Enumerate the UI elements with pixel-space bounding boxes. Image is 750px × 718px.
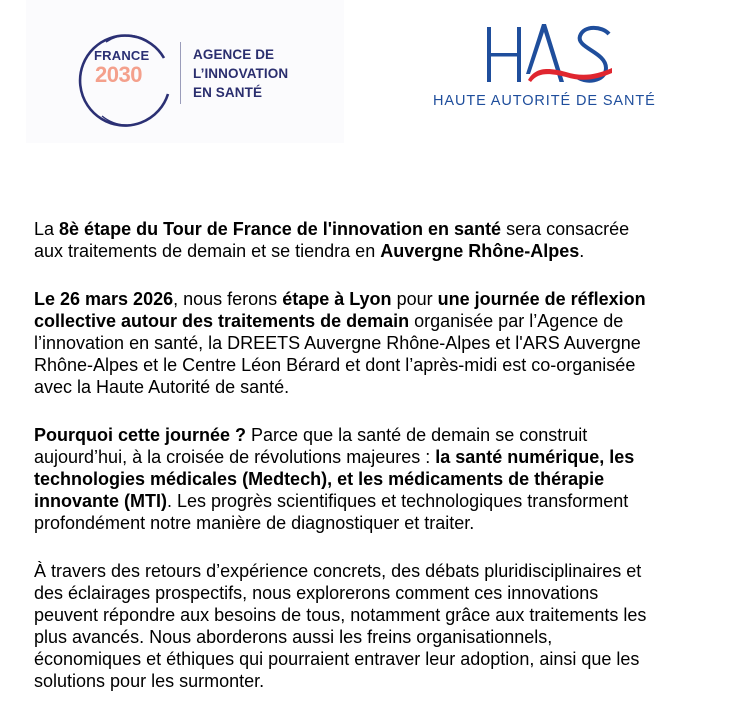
article-body: [34, 218, 744, 718]
text: aux traitements de demain et se tiendra en: [34, 241, 381, 261]
text-line: [34, 582, 744, 604]
text: solutions pour les surmonter.: [34, 671, 265, 691]
text-line: [34, 424, 744, 446]
text: pour: [391, 289, 438, 309]
text: . Les progrès scientifiques et technologiques transforment: [167, 491, 629, 511]
text-line: [34, 648, 744, 670]
text: peuvent répondre aux besoins de tous, notamment grâce aux traitements les: [34, 605, 647, 625]
text: avec la Haute Autorité de santé.: [34, 377, 290, 397]
text-line: [34, 310, 744, 332]
agence-innovation-sante-wordmark: [193, 45, 288, 102]
text: organisée par l’Agence de: [409, 311, 624, 331]
text: .: [579, 241, 585, 261]
bold-text: Le 26 mars 2026: [34, 289, 174, 309]
text-line: [34, 240, 744, 262]
agence-line: EN SANTÉ: [193, 85, 263, 100]
france2030-france-label: FRANCE: [94, 48, 150, 63]
text: sera consacrée: [501, 219, 630, 239]
has-logo-mark: [484, 22, 616, 88]
bold-text: 8è étape du Tour de France de l'innovation en santé: [59, 219, 502, 239]
bold-text: la santé numérique, les: [435, 447, 635, 467]
paragraph: [34, 218, 744, 262]
text-line: [34, 670, 744, 692]
text: l’innovation en santé, la DREETS Auvergne Rhône-Alpes et l'ARS Auvergne: [34, 333, 641, 353]
bold-text: Pourquoi cette journée ?: [34, 425, 247, 445]
text-line: [34, 288, 744, 310]
text-line: [34, 468, 744, 490]
paragraph: [34, 288, 744, 398]
text-line: [34, 218, 744, 240]
text-line: [34, 376, 744, 398]
text: La: [34, 219, 60, 239]
text: Rhône-Alpes et le Centre Léon Bérard et dont l’après-midi est co-organisée: [34, 355, 636, 375]
text-line: [34, 354, 744, 376]
france2030-year-label: 2030: [95, 62, 142, 87]
paragraph: [34, 560, 744, 692]
bold-text: Auvergne Rhône-Alpes: [380, 241, 580, 261]
logo-divider: [180, 42, 181, 104]
text: Parce que la santé de demain se construit: [246, 425, 588, 445]
bold-text: étape à Lyon: [282, 289, 392, 309]
text-line: [34, 626, 744, 648]
text: plus avancés. Nous aborderons aussi les freins organisationnels,: [34, 627, 553, 647]
text-line: [34, 560, 744, 582]
text: économiques et éthiques qui pourraient entraver leur adoption, ainsi que les: [34, 649, 640, 669]
text-line: [34, 490, 744, 512]
text-line: [34, 604, 744, 626]
text: aujourd’hui, à la croisée de révolutions majeures :: [34, 447, 436, 467]
text-line: [34, 446, 744, 468]
bold-text: une journée de réflexion: [437, 289, 646, 309]
agence-line: AGENCE DE: [193, 47, 275, 62]
paragraph: [34, 424, 744, 534]
has-subtitle: HAUTE AUTORITÉ DE SANTÉ: [433, 93, 656, 109]
text: , nous ferons: [173, 289, 283, 309]
text-line: [34, 512, 744, 534]
bold-text: innovante (MTI): [34, 491, 167, 511]
text: profondément notre manière de diagnostiquer et traiter.: [34, 513, 475, 533]
agence-line: L’INNOVATION: [193, 66, 289, 81]
france2030-logo: [26, 0, 344, 143]
text: des éclairages prospectifs, nous explorerons comment ces innovations: [34, 583, 599, 603]
text: À travers des retours d’expérience concrets, des débats pluridisciplinaires et: [34, 561, 642, 581]
bold-text: technologies médicales (Medtech), et les médicaments de thérapie: [34, 469, 605, 489]
text-line: [34, 332, 744, 354]
bold-text: collective autour des traitements de demain: [34, 311, 410, 331]
